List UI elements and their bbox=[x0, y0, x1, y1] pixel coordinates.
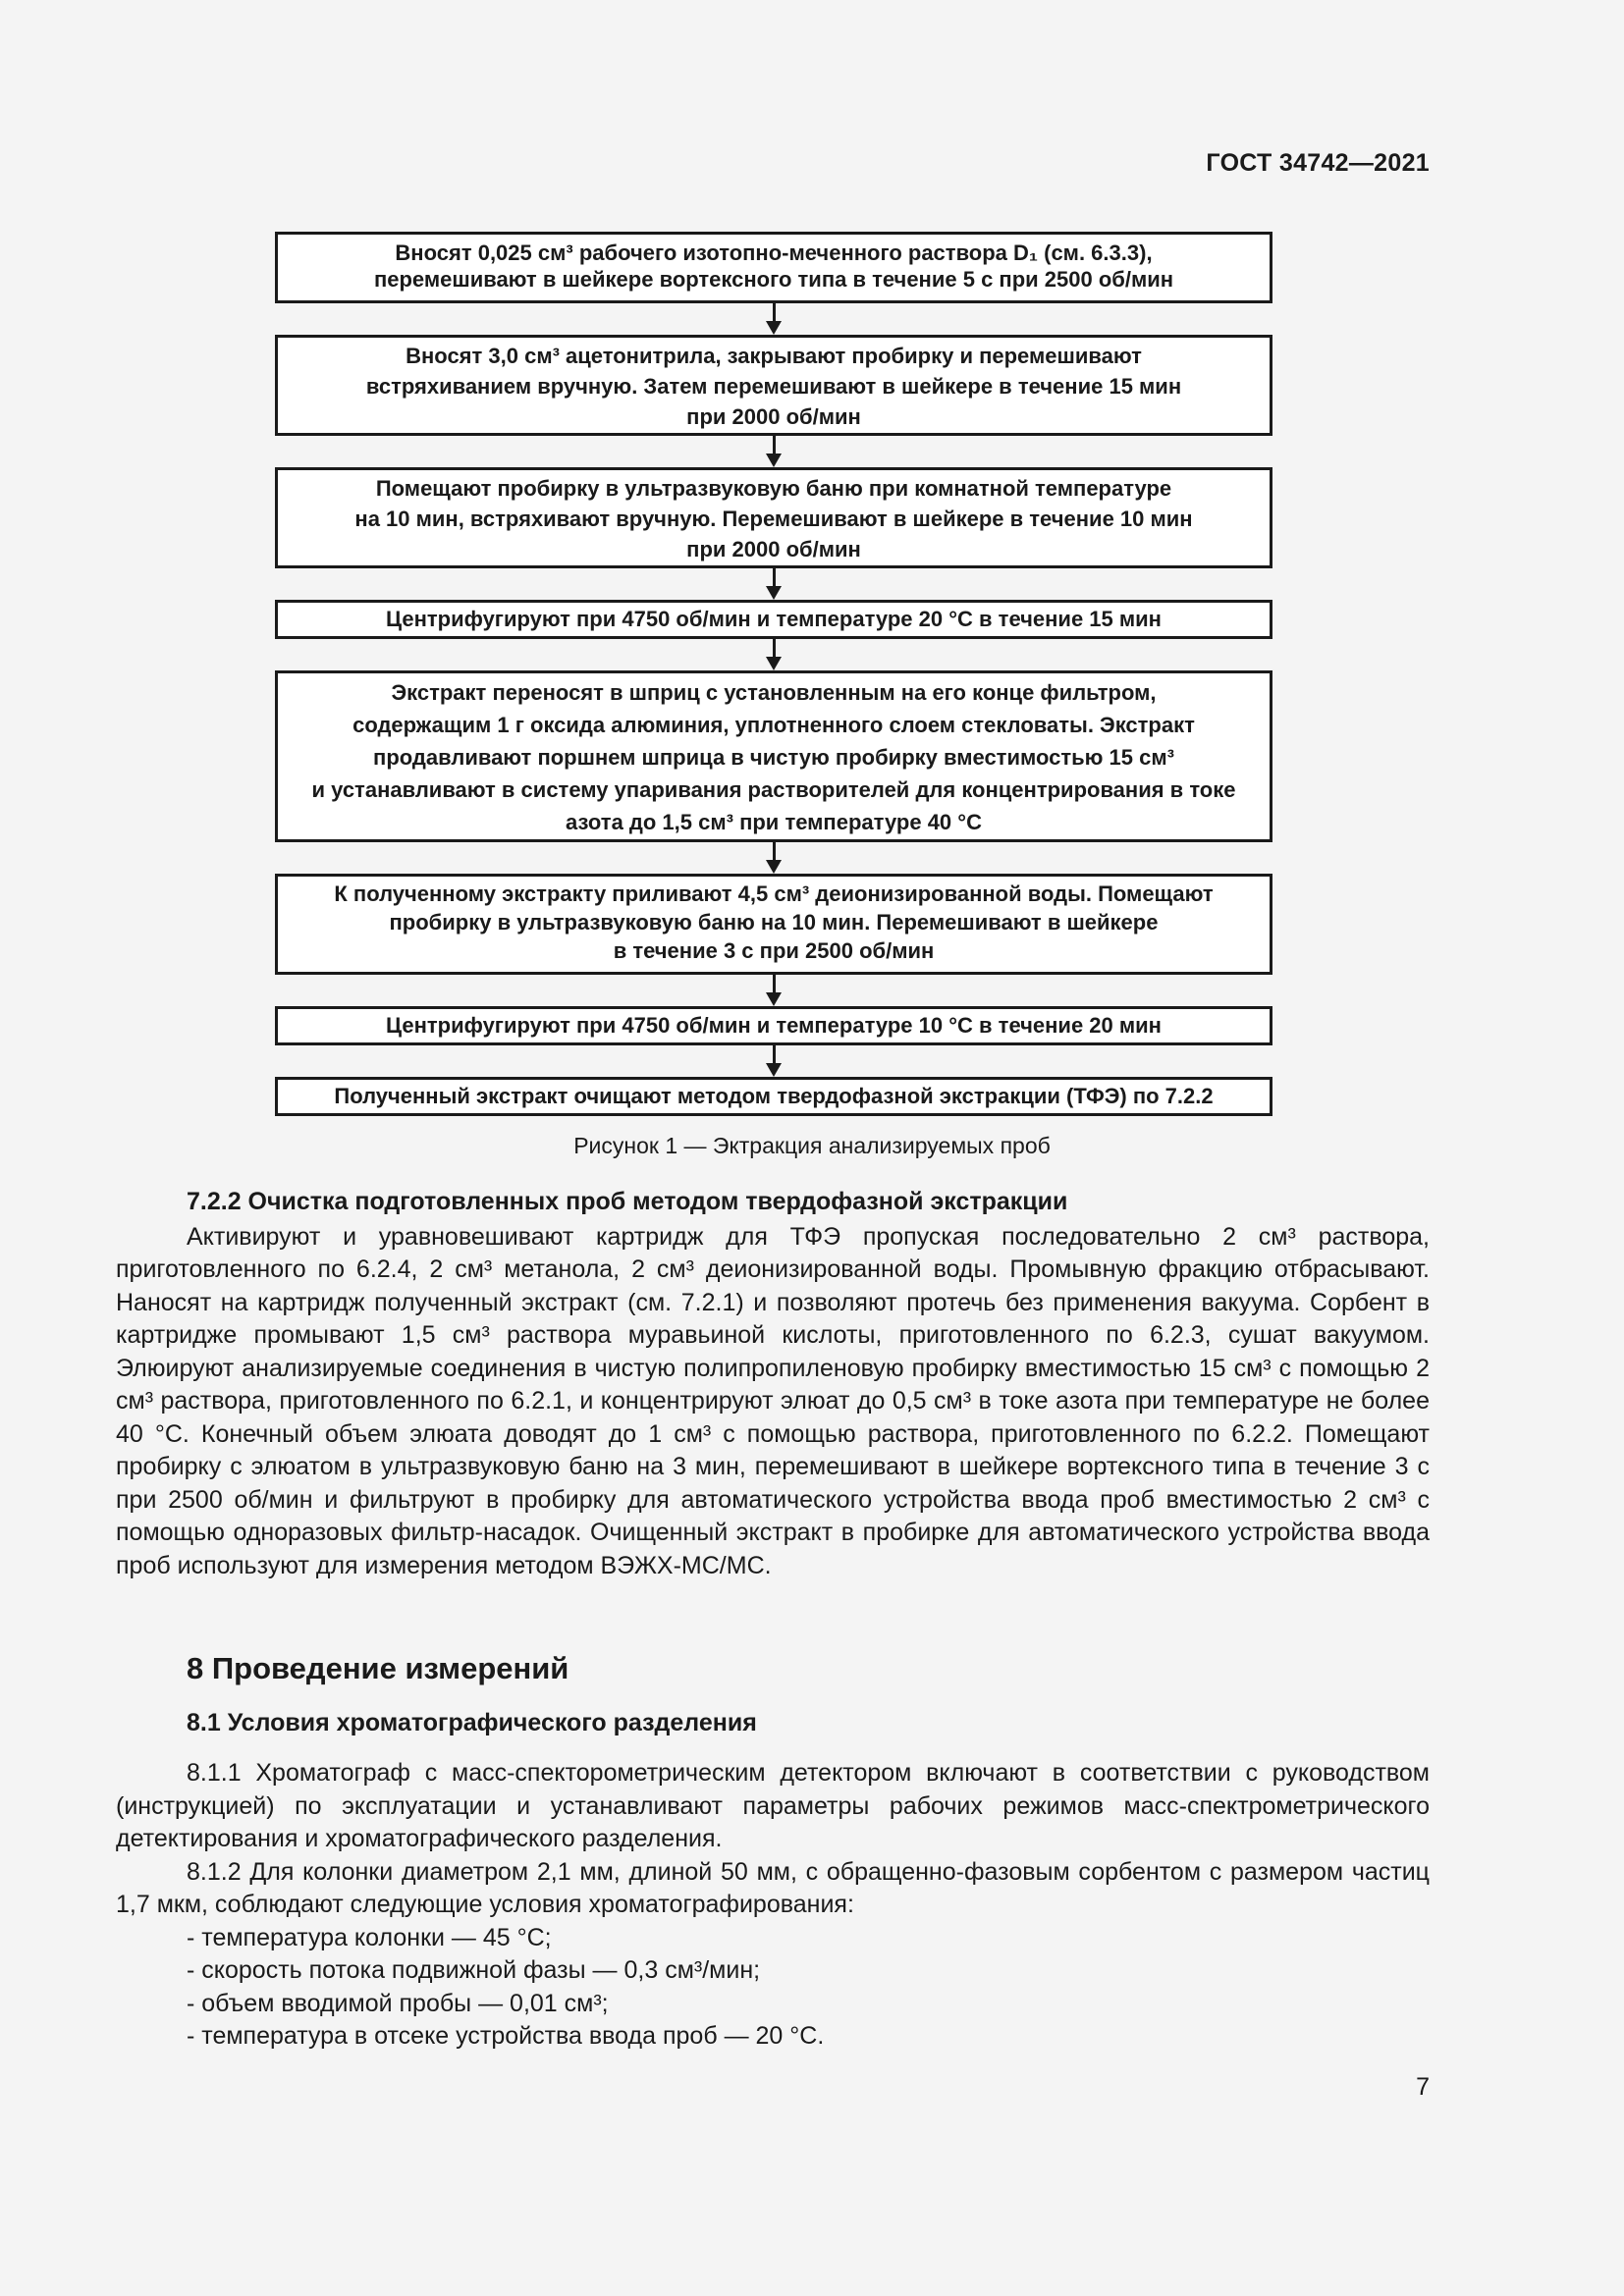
paragraph-8-1-2: 8.1.2 Для колонки диаметром 2,1 мм, длиной 50 мм, с обращенно-фазовым сорбентом с размером частиц 1,7 мкм, соблюдают следующие условия хроматографирования: bbox=[116, 1857, 1430, 1918]
document-id: ГОСТ 34742—2021 bbox=[1206, 149, 1430, 177]
section-7-2-2 bbox=[116, 1186, 1430, 1582]
flow-step-line: при 2000 об/мин bbox=[686, 537, 861, 561]
flow-step-4 bbox=[275, 600, 1272, 639]
flow-step-line: Вносят 0,025 см³ рабочего изотопно-меченного раствора D₁ (см. 6.3.3), bbox=[395, 240, 1153, 265]
flow-arrow bbox=[275, 639, 1272, 670]
flow-step-2 bbox=[275, 335, 1272, 436]
flow-step-line: перемешивают в шейкере вортексного типа в течение 5 с при 2500 об/мин bbox=[373, 267, 1174, 292]
flow-step-line: в течение 3 с при 2500 об/мин bbox=[613, 938, 935, 963]
flow-step-3 bbox=[275, 467, 1272, 568]
figure-caption: Рисунок 1 — Эктракция анализируемых проб bbox=[573, 1133, 1051, 1158]
flow-step-line: Экстракт переносят в шприц с установленным на его конце фильтром, bbox=[391, 680, 1157, 705]
chapter-heading: 8 Проведение измерений bbox=[187, 1651, 569, 1685]
flow-arrow bbox=[275, 303, 1272, 335]
flow-step-line: содержащим 1 г оксида алюминия, уплотненного слоем стекловаты. Экстракт bbox=[352, 713, 1195, 737]
flow-step-line: при 2000 об/мин bbox=[686, 404, 861, 429]
list-item: - объем вводимой пробы — 0,01 см³; bbox=[187, 1989, 609, 2017]
flow-step-line: Полученный экстракт очищают методом твердофазной экстракции (ТФЭ) по 7.2.2 bbox=[334, 1084, 1214, 1108]
flow-step-7 bbox=[275, 1006, 1272, 1045]
flow-step-line: встряхиванием вручную. Затем перемешивают в шейкере в течение 15 мин bbox=[365, 374, 1182, 399]
flow-step-line: продавливают поршнем шприца в чистую пробирку вместимостью 15 см³ bbox=[373, 745, 1174, 770]
list-item: - температура колонки — 45 °С; bbox=[187, 1923, 552, 1951]
flow-arrow bbox=[275, 568, 1272, 600]
section-heading: 7.2.2 Очистка подготовленных проб методом твердофазной экстракции bbox=[187, 1188, 1068, 1215]
flow-step-line: Центрифугируют при 4750 об/мин и температуре 20 °С в течение 15 мин bbox=[386, 607, 1162, 631]
flow-step-line: на 10 мин, встряхивают вручную. Перемешивают в шейкере в течение 10 мин bbox=[354, 507, 1193, 531]
list-item: - скорость потока подвижной фазы — 0,3 см³/мин; bbox=[187, 1956, 761, 1984]
flow-step-6 bbox=[275, 874, 1272, 975]
flow-step-line: пробирку в ультразвуковую баню на 10 мин. Перемешивают в шейкере bbox=[389, 910, 1159, 934]
flow-arrow bbox=[275, 1045, 1272, 1077]
subsection-heading: 8.1 Условия хроматографического разделения bbox=[187, 1708, 757, 1736]
section-8 bbox=[116, 1652, 1430, 2054]
flow-step-line: К полученному экстракту приливают 4,5 см³ деионизированной воды. Помещают bbox=[334, 881, 1214, 906]
flow-arrow bbox=[275, 975, 1272, 1006]
flow-arrow bbox=[275, 842, 1272, 874]
list-item: - температура в отсеке устройства ввода проб — 20 °С. bbox=[187, 2022, 825, 2050]
paragraph-8-1-1: 8.1.1 Хроматограф с масс-спекторометрическим детектором включают в соответствии с руководством (инструкцией) по эксплуатации и устанавливают параметры рабочих режимов масс-спектрометрического детектирования и хроматографического разделения. bbox=[116, 1759, 1430, 1852]
flow-step-1 bbox=[275, 232, 1272, 303]
flow-step-line: Центрифугируют при 4750 об/мин и температуре 10 °С в течение 20 мин bbox=[386, 1013, 1162, 1038]
section-paragraph: Активируют и уравновешивают картридж для ТФЭ пропуская последовательно 2 см³ раствора, приготовленного по 6.2.4, 2 см³ метанола, 2 см³ деионизированной воды. Промывную фракцию отбрасывают. Наносят на картридж полученный экстракт (см. 7.2.1) и позволяют протечь без применения вакуума. Сорбент в картридже промывают 1,5 см³ раствора муравьиной кислоты, приготовленного по 6.2.3, сушат вакуумом. Элюируют анализируемые соединения в чистую полипропиленовую пробирку вместимостью 15 см³ с помощью 2 см³ раствора, приготовленного по 6.2.1, и концентрируют элюат до 0,5 см³ в токе азота при температуре не более 40 °С. Конечный объем элюата доводят до 1 см³ с помощью раствора, приготовленного по 6.2.2. Помещают пробирку с элюатом в ультразвуковую баню на 3 мин, перемешивают в шейкере вортексного типа в течение 3 с при 2500 об/мин и фильтруют в пробирку для автоматического устройства ввода проб вместимостью 2 см³ с помощью одноразовых фильтр-насадок. Очищенный экстракт в пробирке для автоматического устройства ввода проб используют для измерения методом ВЭЖХ-МС/МС. bbox=[116, 1222, 1430, 1579]
flow-step-line: Вносят 3,0 см³ ацетонитрила, закрывают пробирку и перемешивают bbox=[406, 344, 1142, 368]
flow-arrow bbox=[275, 436, 1272, 467]
flow-step-line: и устанавливают в систему упаривания растворителей для концентрирования в токе bbox=[311, 777, 1236, 802]
page-number: 7 bbox=[1416, 2073, 1430, 2101]
flow-step-line: азота до 1,5 см³ при температуре 40 °С bbox=[566, 810, 982, 834]
flow-step-5 bbox=[275, 670, 1272, 842]
flow-step-8 bbox=[275, 1077, 1272, 1116]
flow-step-line: Помещают пробирку в ультразвуковую баню при комнатной температуре bbox=[375, 476, 1172, 501]
flowchart bbox=[275, 232, 1272, 1116]
